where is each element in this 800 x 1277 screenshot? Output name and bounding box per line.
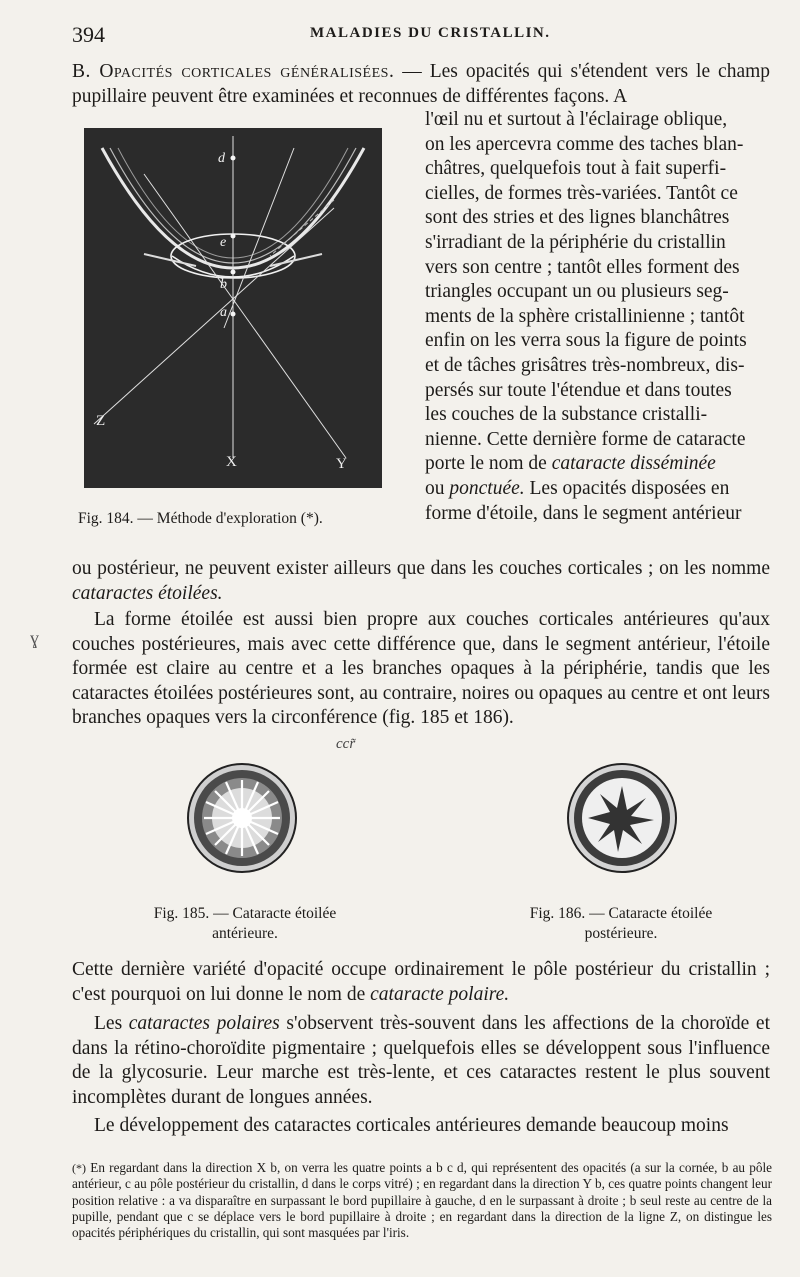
figure-186-caption: Fig. 186. — Cataracte étoilée postérieure. [529,905,713,942]
term-polaire: cataracte polaire. [370,983,510,1005]
wrapped-text-column [425,108,770,526]
label-e: e [220,235,227,250]
paragraph-star-form: La forme étoilée est aussi bien propre aux couches corticales antérieures qu'aux couches postérieures, mais avec cette différence que, dans le segment antérieur, l'étoile formée est claire au centre et a les branches opaques à la périphérie, tandis que les cataractes étoilées postérieures sont, au contraire, noires ou opaques au centre et ont leurs branches opaques vers la circonférence (fig. 185 et 186). [72,609,770,729]
section-intro [72,60,770,109]
figure-185 [186,762,298,874]
continuation-text: ou postérieur, ne peuvent exister ailleurs que dans les couches corticales ; on les nomme [72,558,770,579]
text-fragment: porte le nom de [425,453,547,475]
text-line: nienne. Cette dernière forme de cataracte [425,428,746,450]
figure-186 [566,762,678,874]
figure-184 [84,128,382,488]
margin-annotation: ɣ [30,628,39,648]
posterior-star-cataract-diagram [566,762,678,874]
section-lead-text: — Les opacités qui s'étendent vers le champ pupillaire peuvent être examinées et reconnues de différentes façons. A [72,61,771,107]
text-line: s'irradiant de la périphérie du cristallin [425,231,726,253]
exploration-diagram [84,128,382,488]
page-header [72,22,778,50]
label-y: Y [336,456,347,472]
label-z: Z [96,413,106,429]
label-a: a [220,305,227,320]
text-line: forme d'étoile, dans le segment antérieur [425,502,742,524]
text-line: sont des stries et des lignes blanchâtres [425,207,730,229]
label-b: b [220,277,227,292]
text-line: persés sur toute l'étendue et dans toutes [425,379,732,401]
section-heading: B. Opacités corticales généralisées. [72,61,395,82]
text-line: l'œil nu et surtout à l'éclairage oblique, [425,109,728,130]
text-line: enfin on les verra sous la figure de points [425,330,747,352]
text-line: on les apercevra comme des taches blan- [425,133,744,155]
text-fragment: ou [425,477,445,499]
text-line [425,477,770,502]
footnote-mark: (*) [72,1161,86,1175]
anterior-star-cataract-diagram [186,762,298,874]
label-d: d [218,151,225,166]
running-head: MALADIES DU CRISTALLIN. [310,25,551,41]
text-line: ments de la sphère cristallinienne ; tantôt [425,305,745,327]
term-disseminee: cataracte disséminée [551,453,716,475]
text-line [425,452,770,477]
text-line: les couches de la substance cristalli- [425,404,708,426]
text-line: châtres, quelquefois tout à fait superfi- [425,158,727,180]
polar-text: Cette dernière variété d'opacité occupe ordinairement le pôle postérieur du cristallin ; c'est pourquoi on lui donne le nom de [72,959,770,1005]
handwritten-scribble: ccr̃ [336,736,356,752]
figure-184-caption: Fig. 184. — Méthode d'exploration (*). [78,510,323,527]
text-fragment: Les [94,1013,123,1034]
footnote-text: En regardant dans la direction X b, on verra les quatre points a b c d, qui représentent des opacités (a sur la cornée, b au pôle antérieur, c au pôle postérieur du cristallin, d dans le corps vitré) ; en regardant dans la direction Y b, ces quatre points changent leur position relative : a va disparaître en surpassant le bord pupillaire à gauche, d en le surpassant à droite ; b seul reste au centre de la pupille, pendant que c se déplace vers le bord pupillaire à droite ; en regardant dans la direction de la ligne Z, on distingue les opacités périphériques du cristallin, qui sont masquées par l'iris. [72,1160,772,1241]
paragraph-development: Le développement des cataractes corticales antérieures demande beaucoup moins [94,1115,729,1136]
paragraph-polar [72,958,770,1007]
paragraph-polar-cataracts [72,1012,770,1110]
text-line: triangles occupant un ou plusieurs seg- [425,281,729,303]
text-line: cielles, de formes très-variées. Tantôt ce [425,182,738,204]
label-x: X [226,454,237,470]
footnote [72,1160,772,1241]
page-number: 394 [72,22,105,47]
term-ponctuee: ponctuée. [449,477,525,499]
term-cataractes-polaires: cataractes polaires [128,1013,280,1034]
text-fragment: s'observent très-souvent dans les affections de la choroïde et dans la rétino-choroïdite pigmentaire ; quelquefois elles se développent sous l'influence de la glycosurie. Leur marche est très-lente, et ces cataractes restent le plus souvent incomplètes durant de longues années. [72,1013,770,1108]
section-continuation [72,557,770,606]
term-etoilees: cataractes étoilées. [72,582,223,604]
text-line: et de tâches grisâtres très-nombreux, dis- [425,354,745,376]
text-fragment: Les opacités disposées en [529,477,730,499]
text-line: vers son centre ; tantôt elles forment des [425,256,740,278]
figure-185-caption: Fig. 185. — Cataracte étoilée antérieure. [153,905,337,942]
